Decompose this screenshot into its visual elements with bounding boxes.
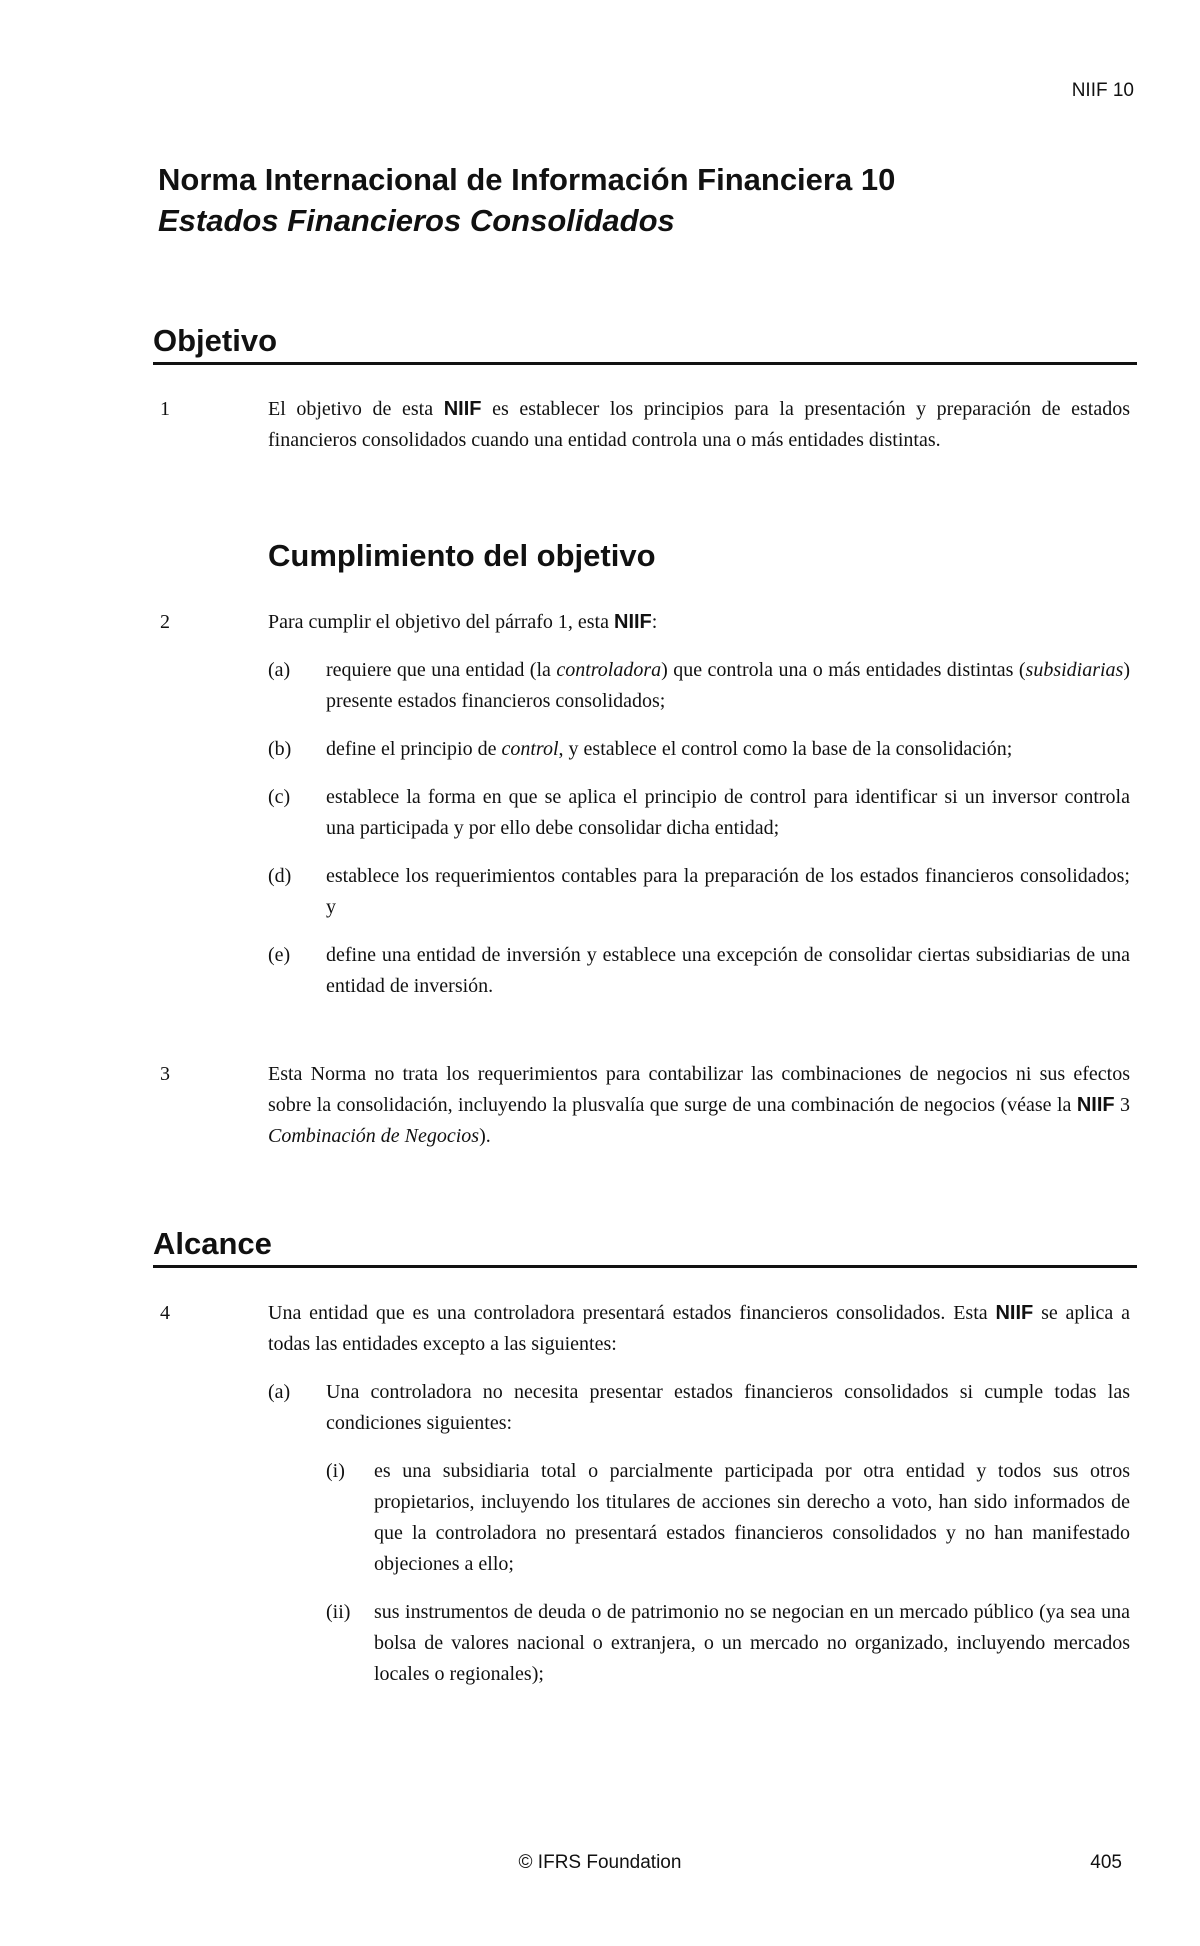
section-title: Objetivo (153, 323, 278, 358)
document-title: Norma Internacional de Información Financiera 10 (158, 162, 896, 197)
list-item-a: (a) Una controladora no necesita presentar estados financieros consolidados si cumple todas las condiciones siguientes: (i) es una subsidiaria total o parcialmente participada por otra entidad y todos sus otros propietarios, incluyendo los titulares de acciones sin derecho a voto, han sido informados de que la controladora no presentará estados financieros consolidados y no han manifestado objeciones a ello; (ii) sus instrumentos de deuda o de patrimonio no se negocian en un mercado público (ya sea una bolsa de valores nacional o extranjera, o un mercado no organizado, incluyendo mercados locales o regionales); (268, 1377, 1130, 1690)
title-block (158, 160, 1138, 242)
paragraph-number: 4 (160, 1302, 170, 1324)
sub-item-i: (i) es una subsidiaria total o parcialmente participada por otra entidad y todos sus otros propietarios, incluyendo los titulares de acciones sin derecho a voto, han sido informados de que la controladora no presentará estados financieros consolidados y no han manifestado objeciones a ello; (326, 1460, 1130, 1575)
list-item-a: (a) requiere que una entidad (la controladora) que controla una o más entidades distintas (subsidiarias) presente estados financieros consolidados; (268, 659, 1131, 712)
paragraph-4 (160, 1298, 1130, 1690)
paragraph-2 (160, 607, 1130, 1002)
paragraph-text: El objetivo de esta NIIF es establecer los principios para la presentación y preparación de estados financieros consolidados cuando una entidad controla una o más entidades distintas. (268, 398, 1131, 451)
paragraph-text: Para cumplir el objetivo del párrafo 1, esta NIIF: (a) requiere que una entidad (la controladora) que controla una o más entidades distintas (subsidiarias) presente estados financieros consolidados; (b) define el principio de control, y establece el control como la base de la consolidación; (c) establece la forma en que se aplica el principio de control para identificar si un inversor controla una participada y por ello debe consolidar dicha entidad; (d) establece los requerimientos contables para la preparación de los estados financieros consolidados; y (e) define una entidad de inversión y establece una excepción de consolidar ciertas subsidiarias de una entidad de inversión. (268, 607, 1130, 1002)
paragraph-text: Esta Norma no trata los requerimientos para contabilizar las combinaciones de negocios ni sus efectos sobre la consolidación, incluyendo la plusvalía que surge de una combinación de negocios (véase la NIIF 3 Combinación de Negocios). (268, 1063, 1130, 1147)
paragraph-1 (160, 394, 1130, 456)
page-number: 405 (1090, 1852, 1122, 1873)
running-head: NIIF 10 (1071, 80, 1134, 101)
document-subtitle: Estados Financieros Consolidados (158, 203, 675, 238)
subsection-heading-cumplimiento: Cumplimiento del objetivo (268, 538, 656, 573)
list-item-b: (b) define el principio de control, y establece el control como la base de la consolidación; (268, 738, 1013, 760)
paragraph-3 (160, 1059, 1130, 1152)
paragraph-number: 3 (160, 1063, 170, 1085)
list-p4 (268, 1377, 1130, 1690)
list-p2 (268, 655, 1130, 1002)
footer-copyright: © IFRS Foundation (518, 1852, 682, 1873)
paragraph-number: 1 (160, 398, 170, 420)
paragraph-number: 2 (160, 611, 170, 633)
section-title: Alcance (153, 1226, 272, 1261)
list-item-d: (d) establece los requerimientos contables para la preparación de los estados financieros consolidados; y (268, 865, 1130, 918)
sub-item-ii: (ii) sus instrumentos de deuda o de patrimonio no se negocian en un mercado público (ya sea una bolsa de valores nacional o extranjera, o un mercado no organizado, incluyendo mercados locales o regionales); (326, 1601, 1130, 1685)
list-item-c: (c) establece la forma en que se aplica el principio de control para identificar si un inversor controla una participada y por ello debe consolidar dicha entidad; (268, 786, 1130, 839)
sublist-a (326, 1456, 1130, 1690)
section-heading-objetivo (153, 322, 1137, 365)
list-item-e: (e) define una entidad de inversión y establece una excepción de consolidar ciertas subsidiarias de una entidad de inversión. (268, 944, 1130, 997)
paragraph-text: Una entidad que es una controladora presentará estados financieros consolidados. Esta NIIF se aplica a todas las entidades excepto a las siguientes: (a) Una controladora no necesita presentar estados financieros consolidados si cumple todas las condiciones siguientes: (i) es una subsidiaria total o parcialmente participada por otra entidad y todos sus otros propietarios, incluyendo los titulares de acciones sin derecho a voto, han sido informados de que la controladora no presentará estados financieros consolidados y no han manifestado objeciones a ello; (ii) sus instrumentos de deuda o de patrimonio no se negocian en un mercado público (ya sea una bolsa de valores nacional o extranjera, o un mercado no organizado, incluyendo mercados locales o regionales); (268, 1298, 1130, 1690)
section-heading-alcance (153, 1225, 1137, 1268)
